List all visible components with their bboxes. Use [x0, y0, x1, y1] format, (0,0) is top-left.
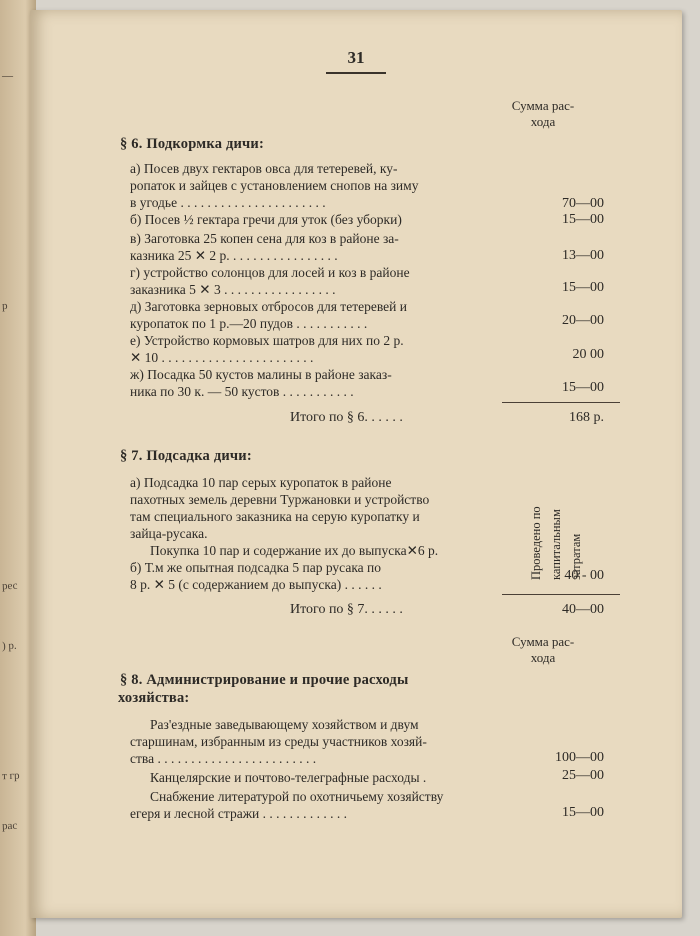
total-rule	[502, 594, 620, 595]
amount: 25—00	[562, 768, 604, 783]
section-7-line: б) Т.м же опытная подсадка 5 пар русака по	[130, 560, 382, 575]
section-7-line: зайца-русака.	[130, 526, 208, 541]
sum-header-line: хода	[530, 114, 556, 129]
section-6-line: в) Заготовка 25 копен сена для коз в районе за-	[130, 231, 399, 246]
section-6-line: г) устройство солонцов для лосей и коз в районе	[130, 265, 410, 280]
section-8-title: § 8. Администрирование и прочие расходы	[120, 672, 409, 688]
section-7-line: а) Подсадка 10 пар серых куропаток в районе	[130, 475, 392, 490]
book-page	[30, 10, 682, 918]
section-6-line: б) Посев ½ гектара гречи для уток (без уборки)	[130, 212, 402, 227]
section-6-line: в угодье . . . . . . . . . . . . . . . . . . . . . .	[130, 195, 326, 210]
amount: 13—00	[562, 248, 604, 263]
page-number-rule	[326, 72, 386, 74]
capital-costs-header	[530, 430, 608, 580]
section-6-line: ✕ 10 . . . . . . . . . . . . . . . . . . . . . . .	[130, 350, 314, 365]
section-7-title: § 7. Подсадка дичи:	[120, 448, 252, 464]
previous-page-edge: — р рес ) р. т гр рас	[0, 0, 36, 936]
amount: 15—00	[562, 212, 604, 227]
amount: 15—00	[562, 380, 604, 395]
section-6-line: д) Заготовка зерновых отбросов для тетеревей и	[130, 299, 407, 314]
amount: 20—00	[562, 313, 604, 328]
sum-header-line: Сумма рас-	[511, 634, 575, 649]
amount: 100—00	[555, 750, 604, 765]
section-6-title: § 6. Подкормка дичи:	[120, 136, 265, 152]
sum-header-top	[488, 98, 598, 130]
section-6-total-label: Итого по § 6. . . . . .	[290, 410, 403, 425]
page-number: 31	[347, 48, 365, 67]
sum-header-line: Сумма рас-	[511, 98, 575, 113]
capital-costs-header-line: капитальным	[549, 509, 563, 580]
capital-costs-header-line: Проведено по	[529, 506, 543, 580]
section-7-line: там специального заказника на серую куропатку и	[130, 509, 420, 524]
amount: 15—00	[562, 280, 604, 295]
section-7-line: Покупка 10 пар и содержание их до выпуска✕6 р.	[150, 543, 439, 558]
section-7-total-label: Итого по § 7. . . . . .	[290, 602, 403, 617]
capital-costs-header-line: затратам	[569, 533, 583, 580]
amount: 20 00	[572, 347, 604, 362]
section-7-line: 8 р. ✕ 5 (с содержанием до выпуска) . . . . . .	[130, 577, 382, 592]
section-6-line: заказника 5 ✕ 3 . . . . . . . . . . . . . . . . .	[130, 282, 336, 297]
total-rule	[502, 402, 620, 403]
sum-header-bottom	[488, 634, 598, 666]
section-7-line: пахотных земель деревни Туржановки и устройство	[130, 492, 430, 507]
amount: 70—00	[562, 196, 604, 211]
section-6-total-value: 168 р.	[569, 410, 604, 425]
section-8-line: Канцелярские и почтово-телеграфные расходы .	[150, 770, 427, 785]
section-7-total-value: 40—00	[562, 602, 604, 617]
section-8-title-cont: хозяйства:	[118, 690, 190, 706]
section-8-line: Снабжение литературой по охотничьему хозяйству	[150, 789, 444, 804]
section-6-line: а) Посев двух гектаров овса для тетеревей, ку-	[130, 161, 398, 176]
amount: 40 - 00	[564, 568, 604, 583]
sum-header-line: хода	[530, 650, 556, 665]
section-8-line: ства . . . . . . . . . . . . . . . . . . . . . . . .	[130, 751, 317, 766]
section-6-line: куропаток по 1 р.—20 пудов . . . . . . . . . . .	[130, 316, 368, 331]
amount: 15—00	[562, 805, 604, 820]
section-6-line: казника 25 ✕ 2 р. . . . . . . . . . . . . . . . .	[130, 248, 338, 263]
section-8-line: старшинам, избранным из среды участников хозяй-	[130, 734, 427, 749]
section-6-line: ж) Посадка 50 кустов малины в районе заказ-	[130, 367, 392, 382]
section-6-line: ника по 30 к. — 50 кустов . . . . . . . . . . .	[130, 384, 354, 399]
section-8-line: егеря и лесной стражи . . . . . . . . . . . . .	[130, 806, 348, 821]
section-8-line: Раз'ездные заведывающему хозяйством и двум	[150, 717, 419, 732]
section-6-line: е) Устройство кормовых шатров для них по 2 р.	[130, 333, 404, 348]
section-6-line: ропаток и зайцев с установлением снопов на зиму	[130, 178, 419, 193]
